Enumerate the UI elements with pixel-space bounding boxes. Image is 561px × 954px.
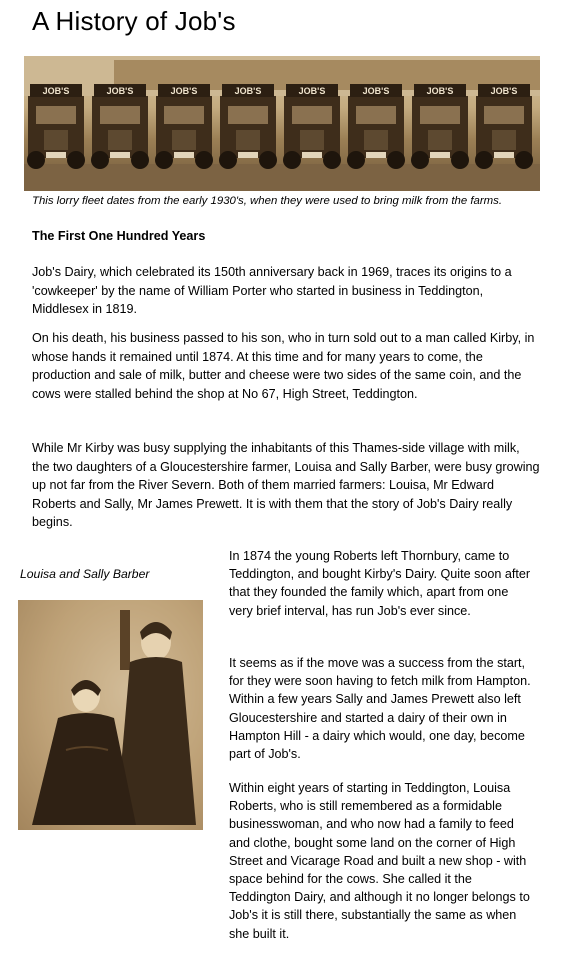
- paragraph-origins: Job's Dairy, which celebrated its 150th anniversary back in 1969, traces its origins to a 'cowkeeper' by the name of William Porter who started in business in Teddington, Middlesex in 1819.: [32, 265, 512, 316]
- lorry-grille: [172, 130, 196, 150]
- lorry-wheel: [283, 151, 301, 169]
- lorry-wheel: [155, 151, 173, 169]
- lorry-fleet-illustration: [24, 56, 540, 191]
- sisters-illustration: [18, 600, 203, 830]
- lorry-number-plate: [174, 152, 194, 158]
- lorry-sign-text: JOB'S: [298, 86, 326, 96]
- lorry: [411, 84, 469, 169]
- lorry-windscreen: [484, 106, 524, 124]
- lorry-grille: [428, 130, 452, 150]
- lorry-sign-text: JOB'S: [426, 86, 454, 96]
- lorry: [27, 84, 85, 169]
- lorry: [283, 84, 341, 169]
- lorry-wheel: [451, 151, 469, 169]
- column-paragraph-teddington-dairy: Within eight years of starting in Teddington, Louisa Roberts, who is still remembered as a formidable businesswoman, and who now had a family to feed and clothe, bought some land on the corner of High Street and Vicarage Road and built a new shop - with space behind for the cows. She called it the Teddington Dairy, and although it no longer belongs to Job's it is still there, substantially the same as when she built it.: [229, 781, 530, 941]
- paragraph-kirby: On his death, his business passed to his son, who in turn sold out to a man called Kirby, in whose hands it remained until 1874. At this time and for many years to come, the production and sale of milk, butter and cheese were two sides of the same coin, and the cows were stalled behind the shop at No 67, High Street, Teddington.: [32, 331, 535, 401]
- lorry-wheel: [219, 151, 237, 169]
- lorry-number-plate: [430, 152, 450, 158]
- lorry-grille: [108, 130, 132, 150]
- lorry-number-plate: [366, 152, 386, 158]
- lorry-wheel: [259, 151, 277, 169]
- lorry-grille: [44, 130, 68, 150]
- lorry-grille: [364, 130, 388, 150]
- lorry-wheel: [515, 151, 533, 169]
- lorry-wheel: [387, 151, 405, 169]
- lorry-wheel: [475, 151, 493, 169]
- lorry-sign-text: JOB'S: [170, 86, 198, 96]
- lorry-sign-text: JOB'S: [106, 86, 134, 96]
- lorry-wheel: [131, 151, 149, 169]
- lorry-windscreen: [100, 106, 140, 124]
- sisters-photo: [18, 600, 203, 830]
- paragraph-barber-sisters: While Mr Kirby was busy supplying the inhabitants of this Thames-side village with milk, the two daughters of a Gloucestershire farmer, Louisa and Sally Barber, were busy growing up not far from the River Severn. Both of them married farmers: Louisa, Mr Edward Roberts and Sally, Mr James Prewett. It is with them that the story of Job's Dairy really begins.: [32, 441, 540, 529]
- lorry-wheel: [347, 151, 365, 169]
- lorry-wheel: [411, 151, 429, 169]
- lorry-wheel: [91, 151, 109, 169]
- lorry: [91, 84, 149, 169]
- column-paragraph-roberts: In 1874 the young Roberts left Thornbury, came to Teddington, and bought Kirby's Dairy. Quite soon after that they founded the family which, apart from one very brief interval, has run Job's ever since.: [229, 549, 531, 618]
- fleet-photo-caption: This lorry fleet dates from the early 1930's, when they were used to bring milk from the farms.: [32, 195, 503, 207]
- lorry-wheel: [27, 151, 45, 169]
- lorry-windscreen: [164, 106, 204, 124]
- lorry-number-plate: [110, 152, 130, 158]
- lorry: [475, 84, 533, 169]
- lorry-sign-text: JOB'S: [490, 86, 518, 96]
- lorry-grille: [300, 130, 324, 150]
- lorry-number-plate: [494, 152, 514, 158]
- lorry-sign-text: JOB'S: [362, 86, 390, 96]
- lorry-windscreen: [36, 106, 76, 124]
- lorry-windscreen: [292, 106, 332, 124]
- lorry-wheel: [67, 151, 85, 169]
- lorry: [155, 84, 213, 169]
- sisters-photo-caption: Louisa and Sally Barber: [20, 567, 150, 581]
- lorry-number-plate: [46, 152, 66, 158]
- lorry-number-plate: [302, 152, 322, 158]
- lorry-windscreen: [356, 106, 396, 124]
- lorry-grille: [236, 130, 260, 150]
- lorry-fleet-photo: [24, 56, 540, 191]
- lorry-windscreen: [420, 106, 460, 124]
- lorry-wheel: [323, 151, 341, 169]
- lorry-wheel: [195, 151, 213, 169]
- page-title: A History of Job's: [32, 6, 236, 36]
- chair-post: [120, 610, 130, 670]
- section-heading: The First One Hundred Years: [32, 229, 206, 243]
- lorry-sign-text: JOB'S: [42, 86, 70, 96]
- lorry: [347, 84, 405, 169]
- lorry-sign-text: JOB'S: [234, 86, 262, 96]
- column-paragraph-hampton: It seems as if the move was a success from the start, for they were soon having to fetch milk from Hampton. Within a few years Sally and James Prewett also left Gloucestershire and started a dairy of their own in Hampton Hill - a dairy which would, one day, become part of Job's.: [229, 656, 531, 762]
- lorry-grille: [492, 130, 516, 150]
- lorry-number-plate: [238, 152, 258, 158]
- lorry: [219, 84, 277, 169]
- lorry-windscreen: [228, 106, 268, 124]
